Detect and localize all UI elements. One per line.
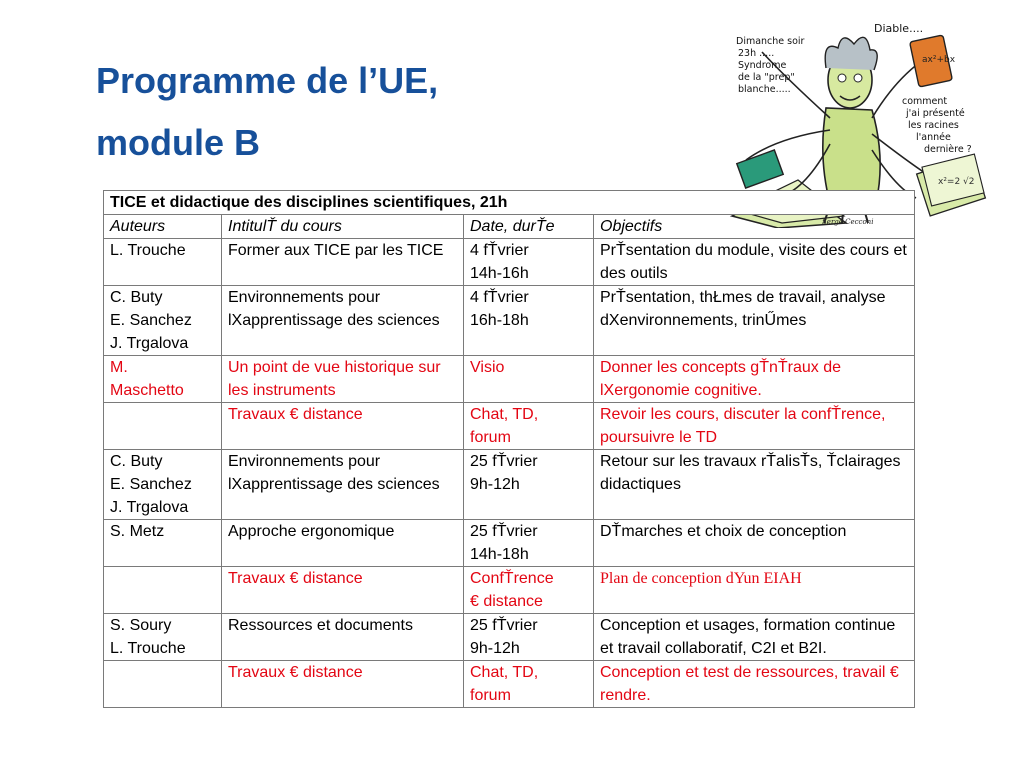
cell-date: 25 fŤvrier 14h-18h [464,520,594,567]
book-icon [910,35,956,87]
cell-authors [104,567,222,614]
thought-bubble-right [902,96,972,155]
column-header-date: Date, durŤe [464,215,594,239]
bubble-left-line-2: 23h ..... [738,48,775,59]
cell-authors [104,661,222,708]
table-row [104,567,915,614]
book-bottom-icon [737,150,783,188]
teacher-body [823,108,880,203]
cell-authors: L. Trouche [104,239,222,286]
table-row [104,614,915,661]
bubble-right-line-3: les racines [908,120,959,131]
cell-objectives: Donner les concepts gŤnŤraux de lXergonomie cognitive. [594,356,915,403]
cell-objectives: DŤmarches et choix de conception [594,520,915,567]
slide-title-line-2: module B [96,122,261,163]
cell-objectives: Conception et test de ressources, travail € rendre. [594,661,915,708]
table-heading: TICE et didactique des disciplines scientifiques, 21h [104,191,915,215]
bubble-left-line-3: Syndrome [738,60,787,71]
cell-course: Environnements pour lXapprentissage des sciences [222,450,464,520]
artist-signature: Serge Cecconi [822,218,874,226]
cell-authors: S. Metz [104,520,222,567]
bubble-right-line-5: dernière ? [924,144,972,155]
bubble-left-line-1: Dimanche soir [736,36,805,47]
table-row [104,286,915,356]
bubble-left-line-5: blanche..... [738,84,791,95]
cell-authors: C. Buty E. Sanchez J. Trgalova [104,286,222,356]
cell-date: Chat, TD, forum [464,661,594,708]
column-header-objectives: Objectifs [594,215,915,239]
cell-date: Chat, TD, forum [464,403,594,450]
bubble-right-line-2: j'ai présenté [906,108,965,119]
cell-authors: C. Buty E. Sanchez J. Trgalova [104,450,222,520]
cell-course: Travaux € distance [222,403,464,450]
cell-date: Visio [464,356,594,403]
paper-text: x²=2 √2 [938,177,975,187]
cell-course: Former aux TICE par les TICE [222,239,464,286]
book-text: ax²+bx [922,55,956,65]
cell-course: Travaux € distance [222,661,464,708]
slide-title [96,50,438,174]
cell-course: Un point de vue historique sur les instruments [222,356,464,403]
paper-stack-right [917,154,986,216]
cell-course: Travaux € distance [222,567,464,614]
program-table [103,190,915,708]
cell-course: Ressources et documents [222,614,464,661]
cell-course: Approche ergonomique [222,520,464,567]
cell-date: 4 fŤvrier 16h-18h [464,286,594,356]
table-row [104,239,915,286]
table-heading-row [104,191,915,215]
cell-objectives: PrŤsentation du module, visite des cours et des outils [594,239,915,286]
cell-authors [104,403,222,450]
cell-objectives: Plan de conception dYun EIAH [594,567,915,614]
cell-authors: M. Maschetto [104,356,222,403]
bubble-right-line-1: comment [902,96,948,107]
cell-course: Environnements pour lXapprentissage des sciences [222,286,464,356]
table-row [104,520,915,567]
cell-objectives: PrŤsentation, thŁmes de travail, analyse dXenvironnements, trinŰmes [594,286,915,356]
column-header-course: IntitulŤ du cours [222,215,464,239]
thought-bubble-top: Diable.... [874,22,924,35]
table-row [104,661,915,708]
cell-authors: S. Soury L. Trouche [104,614,222,661]
cell-date: ConfŤrence € distance [464,567,594,614]
cell-date: 25 fŤvrier 9h-12h [464,450,594,520]
slide-title-line-1: Programme de l’UE, [96,60,439,101]
cell-objectives: Conception et usages, formation continue et travail collaboratif, C2I et B2I. [594,614,915,661]
bubble-right-line-4: l'année [916,132,951,143]
cell-objectives: Retour sur les travaux rŤalisŤs, Ťclairages didactiques [594,450,915,520]
cell-date: 4 fŤvrier 14h-16h [464,239,594,286]
table-row [104,403,915,450]
cell-objectives: Revoir les cours, discuter la confŤrence, poursuivre le TD [594,403,915,450]
table-column-headers [104,215,915,239]
cell-date: 25 fŤvrier 9h-12h [464,614,594,661]
table-row [104,356,915,403]
table-row [104,450,915,520]
bubble-left-line-4: de la "prep" [738,72,795,83]
teacher-hair [825,37,877,70]
column-header-authors: Auteurs [104,215,222,239]
